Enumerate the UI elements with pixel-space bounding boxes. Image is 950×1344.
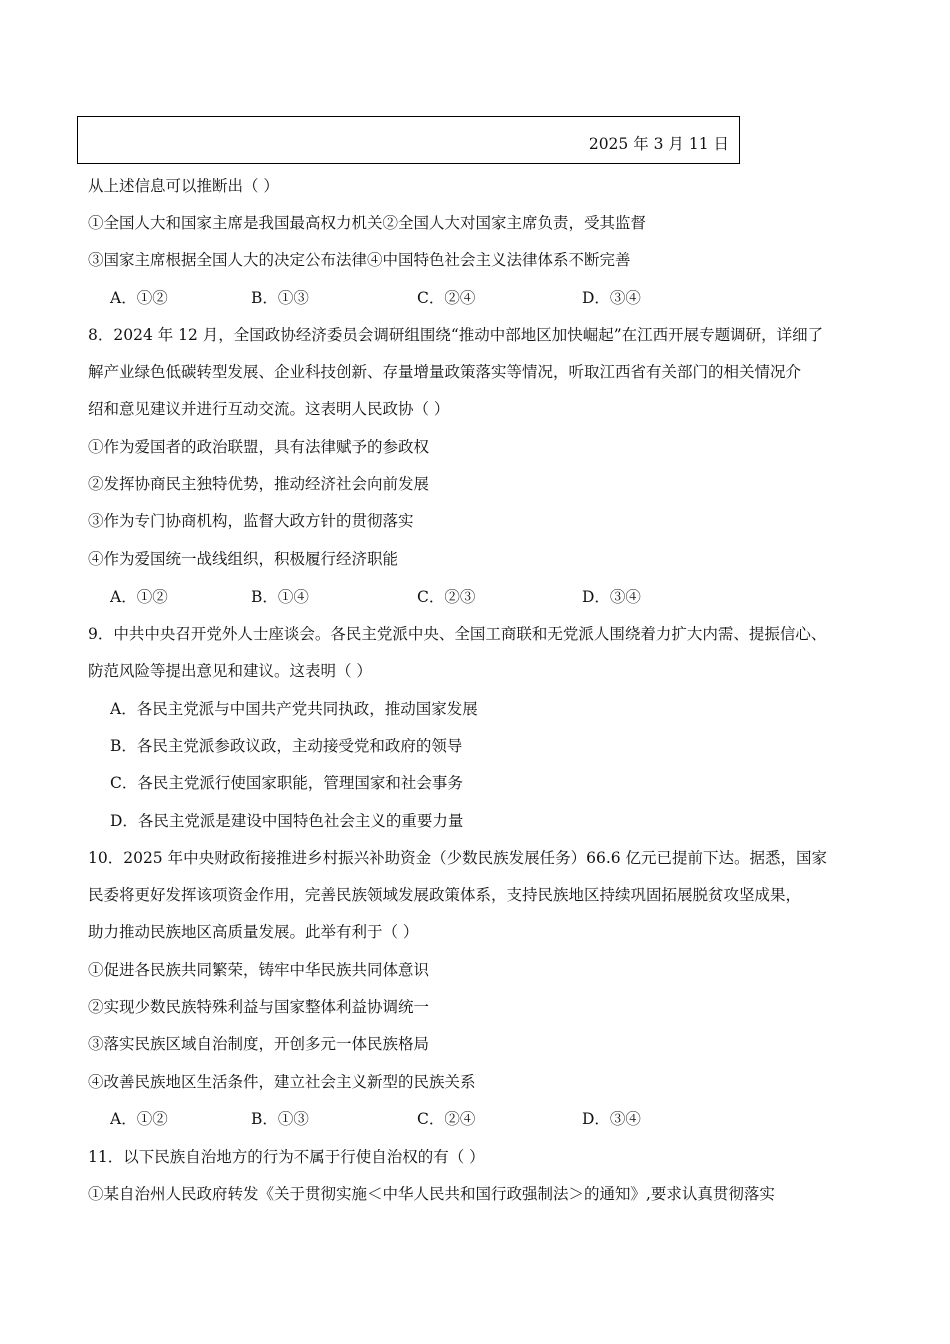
q10-item-3: ③落实民族区域自治制度，开创多元一体民族格局	[88, 1035, 430, 1053]
q8-option-c: C．②③	[417, 588, 476, 606]
q8-item-3: ③作为专门协商机构，监督大政方针的贯彻落实	[88, 512, 414, 530]
q9-option-b: B．各民主党派参政议政，主动接受党和政府的领导	[110, 737, 463, 755]
q9-option-c: C．各民主党派行使国家职能，管理国家和社会事务	[110, 774, 463, 792]
q9-option-a: A．各民主党派与中国共产党共同执政，推动国家发展	[110, 700, 478, 718]
q10-stem-line-1: 10．2025 年中央财政衔接推进乡村振兴补助资金（少数民族发展任务）66.6 亿元已提前下达。据悉，国家	[88, 849, 828, 867]
material-box	[77, 116, 740, 164]
q10-option-a: A．①②	[110, 1110, 168, 1128]
q11-stem: 11．以下民族自治地方的行为不属于行使自治权的有（ ）	[88, 1148, 485, 1166]
q7-item-2: ③国家主席根据全国人大的决定公布法律④中国特色社会主义法律体系不断完善	[88, 251, 631, 269]
q9-stem-line-1: 9．中共中央召开党外人士座谈会。各民主党派中央、全国工商联和无党派人围绕着力扩大内需、提振信心、	[88, 625, 827, 643]
q10-item-1: ①促进各民族共同繁荣，铸牢中华民族共同体意识	[88, 961, 430, 979]
q8-item-2: ②发挥协商民主独特优势，推动经济社会向前发展	[88, 475, 430, 493]
q9-stem-line-2: 防范风险等提出意见和建议。这表明（ ）	[88, 662, 372, 680]
q7-option-d: D．③④	[582, 289, 641, 307]
q10-options	[110, 1109, 670, 1129]
material-date: 2025 年 3 月 11 日	[588, 135, 729, 153]
q8-option-b: B．①④	[251, 588, 309, 606]
q8-stem-line-2: 解产业绿色低碳转型发展、企业科技创新、存量增量政策落实等情况，听取江西省有关部门的相关情况介	[88, 363, 802, 381]
q10-stem-line-3: 助力推动民族地区高质量发展。此举有利于（ ）	[88, 923, 419, 941]
q10-stem-line-2: 民委将更好发挥该项资金作用，完善民族领域发展政策体系，支持民族地区持续巩固拓展脱贫攻坚成果，	[88, 886, 802, 904]
q8-stem-line-1: 8．2024 年 12 月，全国政协经济委员会调研组围绕“推动中部地区加快崛起”在江西开展专题调研，详细了	[88, 326, 824, 344]
q8-option-d: D．③④	[582, 588, 641, 606]
q10-option-b: B．①③	[251, 1110, 309, 1128]
q7-stem: 从上述信息可以推断出（ ）	[88, 177, 279, 195]
q8-stem-line-3: 绍和意见建议并进行互动交流。这表明人民政协（ ）	[88, 400, 450, 418]
q10-option-d: D．③④	[582, 1110, 641, 1128]
q7-option-c: C．②④	[417, 289, 476, 307]
q8-option-a: A．①②	[110, 588, 168, 606]
q10-item-4: ④改善民族地区生活条件，建立社会主义新型的民族关系	[88, 1073, 476, 1091]
q9-option-d: D．各民主党派是建设中国特色社会主义的重要力量	[110, 812, 464, 830]
q8-options	[110, 587, 670, 607]
q7-item-1: ①全国人大和国家主席是我国最高权力机关②全国人大对国家主席负责，受其监督	[88, 214, 647, 232]
q8-item-4: ④作为爱国统一战线组织，积极履行经济职能	[88, 550, 399, 568]
q7-option-b: B．①③	[251, 289, 309, 307]
q10-option-c: C．②④	[417, 1110, 476, 1128]
q7-options	[110, 288, 670, 308]
q8-item-1: ①作为爱国者的政治联盟，具有法律赋予的参政权	[88, 438, 430, 456]
q11-item-1: ①某自治州人民政府转发《关于贯彻实施＜中华人民共和国行政强制法＞的通知》,要求认真贯彻落实	[88, 1185, 775, 1203]
q7-option-a: A．①②	[110, 289, 168, 307]
q10-item-2: ②实现少数民族特殊利益与国家整体利益协调统一	[88, 998, 430, 1016]
